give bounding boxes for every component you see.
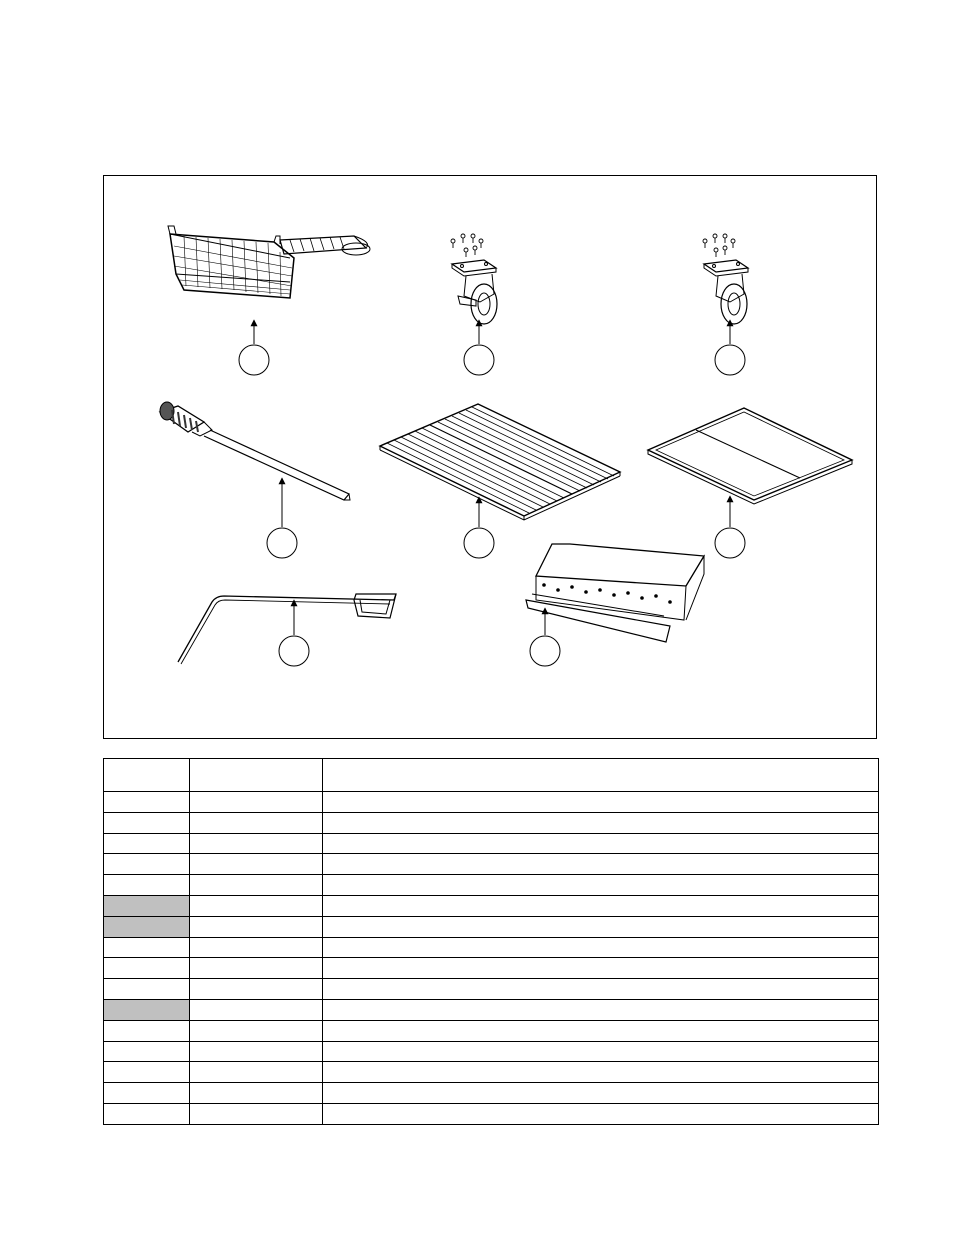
cell-item: [104, 916, 190, 937]
cell-part-number: [190, 937, 323, 958]
table-row: [104, 1103, 879, 1124]
cell-part-number: [190, 1041, 323, 1062]
parts-list-table: [103, 758, 879, 1125]
cell-item: [104, 1083, 190, 1104]
table-row: [104, 979, 879, 1000]
header-description: [323, 759, 879, 792]
cell-part-number: [190, 916, 323, 937]
cell-description: [323, 833, 879, 854]
cell-description: [323, 916, 879, 937]
callout-5: [464, 497, 494, 558]
cell-part-number: [190, 854, 323, 875]
cell-description: [323, 999, 879, 1020]
table-row: [104, 875, 879, 896]
clean-out-rod-illustration: [160, 402, 350, 500]
cell-item: [104, 937, 190, 958]
cell-item: [104, 875, 190, 896]
fry-basket-illustration: [168, 226, 370, 298]
cell-part-number: [190, 1062, 323, 1083]
table-row: [104, 895, 879, 916]
callout-2: [464, 320, 494, 375]
header-item: [104, 759, 190, 792]
cell-part-number: [190, 833, 323, 854]
cell-description: [323, 958, 879, 979]
table-row: [104, 999, 879, 1020]
cell-item: [104, 792, 190, 813]
cell-item: [104, 1062, 190, 1083]
callout-7: [279, 600, 309, 666]
header-part-number: [190, 759, 323, 792]
cell-description: [323, 1020, 879, 1041]
table-row: [104, 812, 879, 833]
cell-description: [323, 854, 879, 875]
cell-description: [323, 792, 879, 813]
cell-description: [323, 1062, 879, 1083]
cell-part-number: [190, 958, 323, 979]
cell-item: [104, 1041, 190, 1062]
table-row: [104, 1020, 879, 1041]
cell-item: [104, 979, 190, 1000]
crumb-screen-illustration: [648, 408, 852, 504]
cell-description: [323, 812, 879, 833]
table-row: [104, 792, 879, 813]
parts-illustration-frame: [103, 175, 877, 739]
basket-support-rack-illustration: [380, 404, 620, 520]
table-row: [104, 854, 879, 875]
cell-item: [104, 999, 190, 1020]
callout-4: [267, 478, 297, 558]
callout-8: [530, 608, 560, 666]
cell-item: [104, 1020, 190, 1041]
cell-description: [323, 1041, 879, 1062]
table-row: [104, 1041, 879, 1062]
callout-1: [239, 320, 269, 375]
table-row: [104, 1062, 879, 1083]
cell-item: [104, 833, 190, 854]
cell-item: [104, 1103, 190, 1124]
cell-description: [323, 895, 879, 916]
table-row: [104, 958, 879, 979]
table-row: [104, 833, 879, 854]
table-row: [104, 1083, 879, 1104]
hook-rod-illustration: [178, 594, 396, 664]
cell-part-number: [190, 1020, 323, 1041]
caster-with-brake-illustration: [451, 234, 497, 324]
cell-part-number: [190, 1083, 323, 1104]
cell-item: [104, 854, 190, 875]
table-row: [104, 916, 879, 937]
splash-guard-illustration: [526, 544, 704, 642]
caster-illustration: [703, 234, 748, 324]
callout-6: [715, 496, 745, 558]
cell-part-number: [190, 999, 323, 1020]
cell-part-number: [190, 1103, 323, 1124]
cell-part-number: [190, 792, 323, 813]
cell-description: [323, 1083, 879, 1104]
cell-description: [323, 937, 879, 958]
cell-part-number: [190, 979, 323, 1000]
table-row: [104, 937, 879, 958]
table-header-row: [104, 759, 879, 792]
cell-description: [323, 1103, 879, 1124]
cell-item: [104, 812, 190, 833]
cell-part-number: [190, 895, 323, 916]
cell-part-number: [190, 875, 323, 896]
cell-description: [323, 875, 879, 896]
cell-item: [104, 895, 190, 916]
cell-item: [104, 958, 190, 979]
cell-part-number: [190, 812, 323, 833]
callout-3: [715, 320, 745, 375]
cell-description: [323, 979, 879, 1000]
